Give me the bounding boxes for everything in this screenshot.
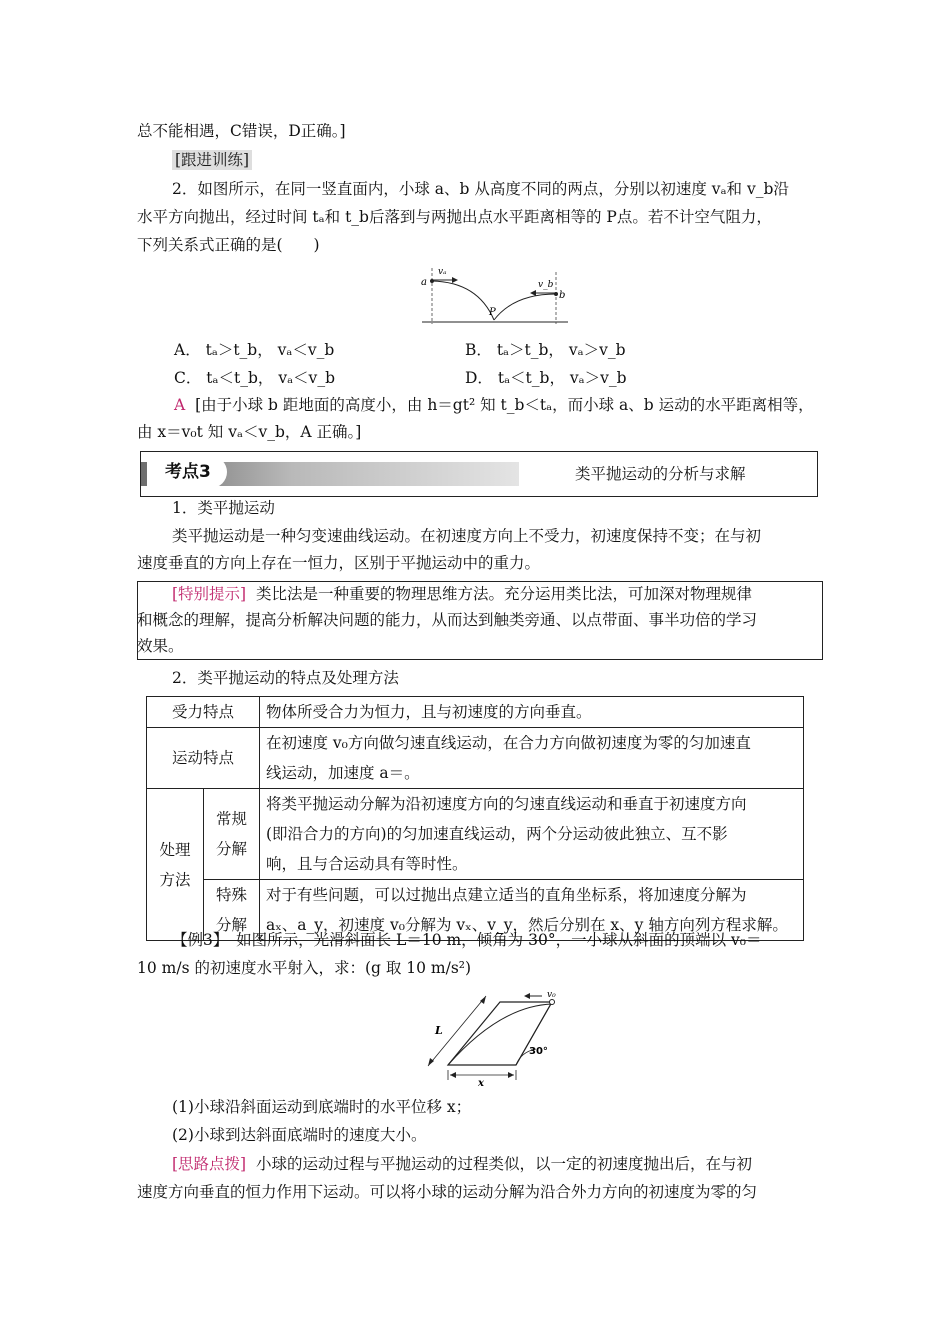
label-angle: 30° xyxy=(529,1046,548,1057)
option-a: A． tₐ＞t_b， vₐ＜v_b xyxy=(174,341,335,359)
label-x: x xyxy=(478,1078,484,1088)
q2-line-2: 水平方向抛出，经过时间 tₐ和 t_b后落到与两抛出点水平距离相等的 P点。若不计空气阻力， xyxy=(137,208,772,226)
section-banner xyxy=(140,451,818,497)
row-text-motion: 在初速度 v₀方向做匀速直线运动，在合力方向做初速度为零的匀加速直 线运动，加速度 a＝。 xyxy=(260,728,804,789)
features-table xyxy=(146,696,804,941)
incline-figure xyxy=(418,988,568,1088)
tip-line-2: 和概念的理解，提高分析解决问题的能力，从而达到触类旁通、以点带面、事半功倍的学习 xyxy=(137,611,758,629)
label-b: b xyxy=(559,290,566,301)
example-3-line-2: 10 m/s 的初速度水平射入，求：(g 取 10 m/s²) xyxy=(137,959,472,977)
banner-label: 考点3 xyxy=(147,456,227,488)
example-3-question-2: (2)小球到达斜面底端时的速度大小。 xyxy=(172,1126,427,1144)
row-text-force: 物体所受合力为恒力，且与初速度的方向垂直。 xyxy=(260,697,804,728)
hint-line-1: [思路点拨] 小球的运动过程与平抛运动的过程类似，以一定的初速度抛出后，在与初 xyxy=(172,1155,752,1173)
tip-line-1: [特别提示] 类比法是一种重要的物理思维方法。充分运用类比法，可加深对物理规律 xyxy=(172,585,752,603)
tip-line-3: 效果。 xyxy=(137,637,184,655)
answer-letter: A xyxy=(174,396,186,414)
q2-line-1: 2．如图所示，在同一竖直面内，小球 a、b 从高度不同的两点，分别以初速度 vₐ和 v_b沿 xyxy=(172,180,789,198)
option-d: D． tₐ＜t_b， vₐ＞v_b xyxy=(465,369,627,387)
row-sublabel-normal: 常规 分解 xyxy=(204,789,260,880)
label-v0: v₀ xyxy=(547,990,556,1000)
follow-up-tag: [跟进训练] xyxy=(172,149,252,171)
banner-title: 类平抛运动的分析与求解 xyxy=(575,465,746,483)
section-2-heading: 2．类平抛运动的特点及处理方法 xyxy=(172,669,399,687)
hint-line-2: 速度方向垂直的恒力作用下运动。可以将小球的运动分解为沿合外力方向的初速度为零的匀 xyxy=(137,1183,758,1201)
projectile-figure xyxy=(420,262,570,328)
row-sublabel-special: 特殊 分解 xyxy=(204,880,260,941)
row-label-motion: 运动特点 xyxy=(147,728,260,789)
label-p: P xyxy=(489,307,496,318)
label-vb: v_b xyxy=(538,280,554,290)
row-text-normal: 将类平抛运动分解为沿初速度方向的匀速直线运动和垂直于初速度方向 (即沿合力的方向)的匀加速直线运动，两个分运动彼此独立、互不影 响，且与合运动具有等时性。 xyxy=(260,789,804,880)
table-row xyxy=(147,697,804,728)
label-l: L xyxy=(435,1024,443,1037)
label-va: vₐ xyxy=(438,267,447,277)
option-b: B． tₐ＞t_b， vₐ＞v_b xyxy=(465,341,626,359)
q2-line-3: 下列关系式正确的是( ) xyxy=(137,236,320,254)
example-3-line-1: 【例3】 如图所示，光滑斜面长 L＝10 m，倾角为 30°，一小球从斜面的顶端以 v₀＝ xyxy=(172,931,762,949)
continuation-text: 总不能相遇，C错误，D正确。] xyxy=(137,122,346,140)
table-row xyxy=(147,728,804,789)
row-label-method: 处理 方法 xyxy=(147,789,204,941)
label-a: a xyxy=(421,277,427,288)
row-text-special: 对于有些问题，可以过抛出点建立适当的直角坐标系，将加速度分解为 aₓ、a_y，初速度 v₀分解为 vₓ、v_y，然后分别在 x、y 轴方向列方程求解。 xyxy=(260,880,804,941)
tip-tag: [特别提示] xyxy=(172,585,247,603)
answer-line-1: A [由于小球 b 距地面的高度小，由 h＝gt² 知 t_b＜tₐ，而小球 a、b 运动的水平距离相等， xyxy=(174,396,814,414)
table-row xyxy=(147,789,804,880)
section-1-heading: 1．类平抛运动 xyxy=(172,499,275,517)
example-3-question-1: (1)小球沿斜面运动到底端时的水平位移 x； xyxy=(172,1098,472,1116)
section-1-paragraph-2: 速度垂直的方向上存在一恒力，区别于平抛运动中的重力。 xyxy=(137,554,541,572)
row-label-force: 受力特点 xyxy=(147,697,260,728)
answer-line-2: 由 x＝v₀t 知 vₐ＜v_b，A 正确。] xyxy=(137,423,362,441)
section-1-paragraph-1: 类平抛运动是一种匀变速曲线运动。在初速度方向上不受力，初速度保持不变；在与初 xyxy=(172,527,762,545)
option-c: C． tₐ＜t_b， vₐ＜v_b xyxy=(174,369,335,387)
hint-tag: [思路点拨] xyxy=(172,1155,247,1173)
